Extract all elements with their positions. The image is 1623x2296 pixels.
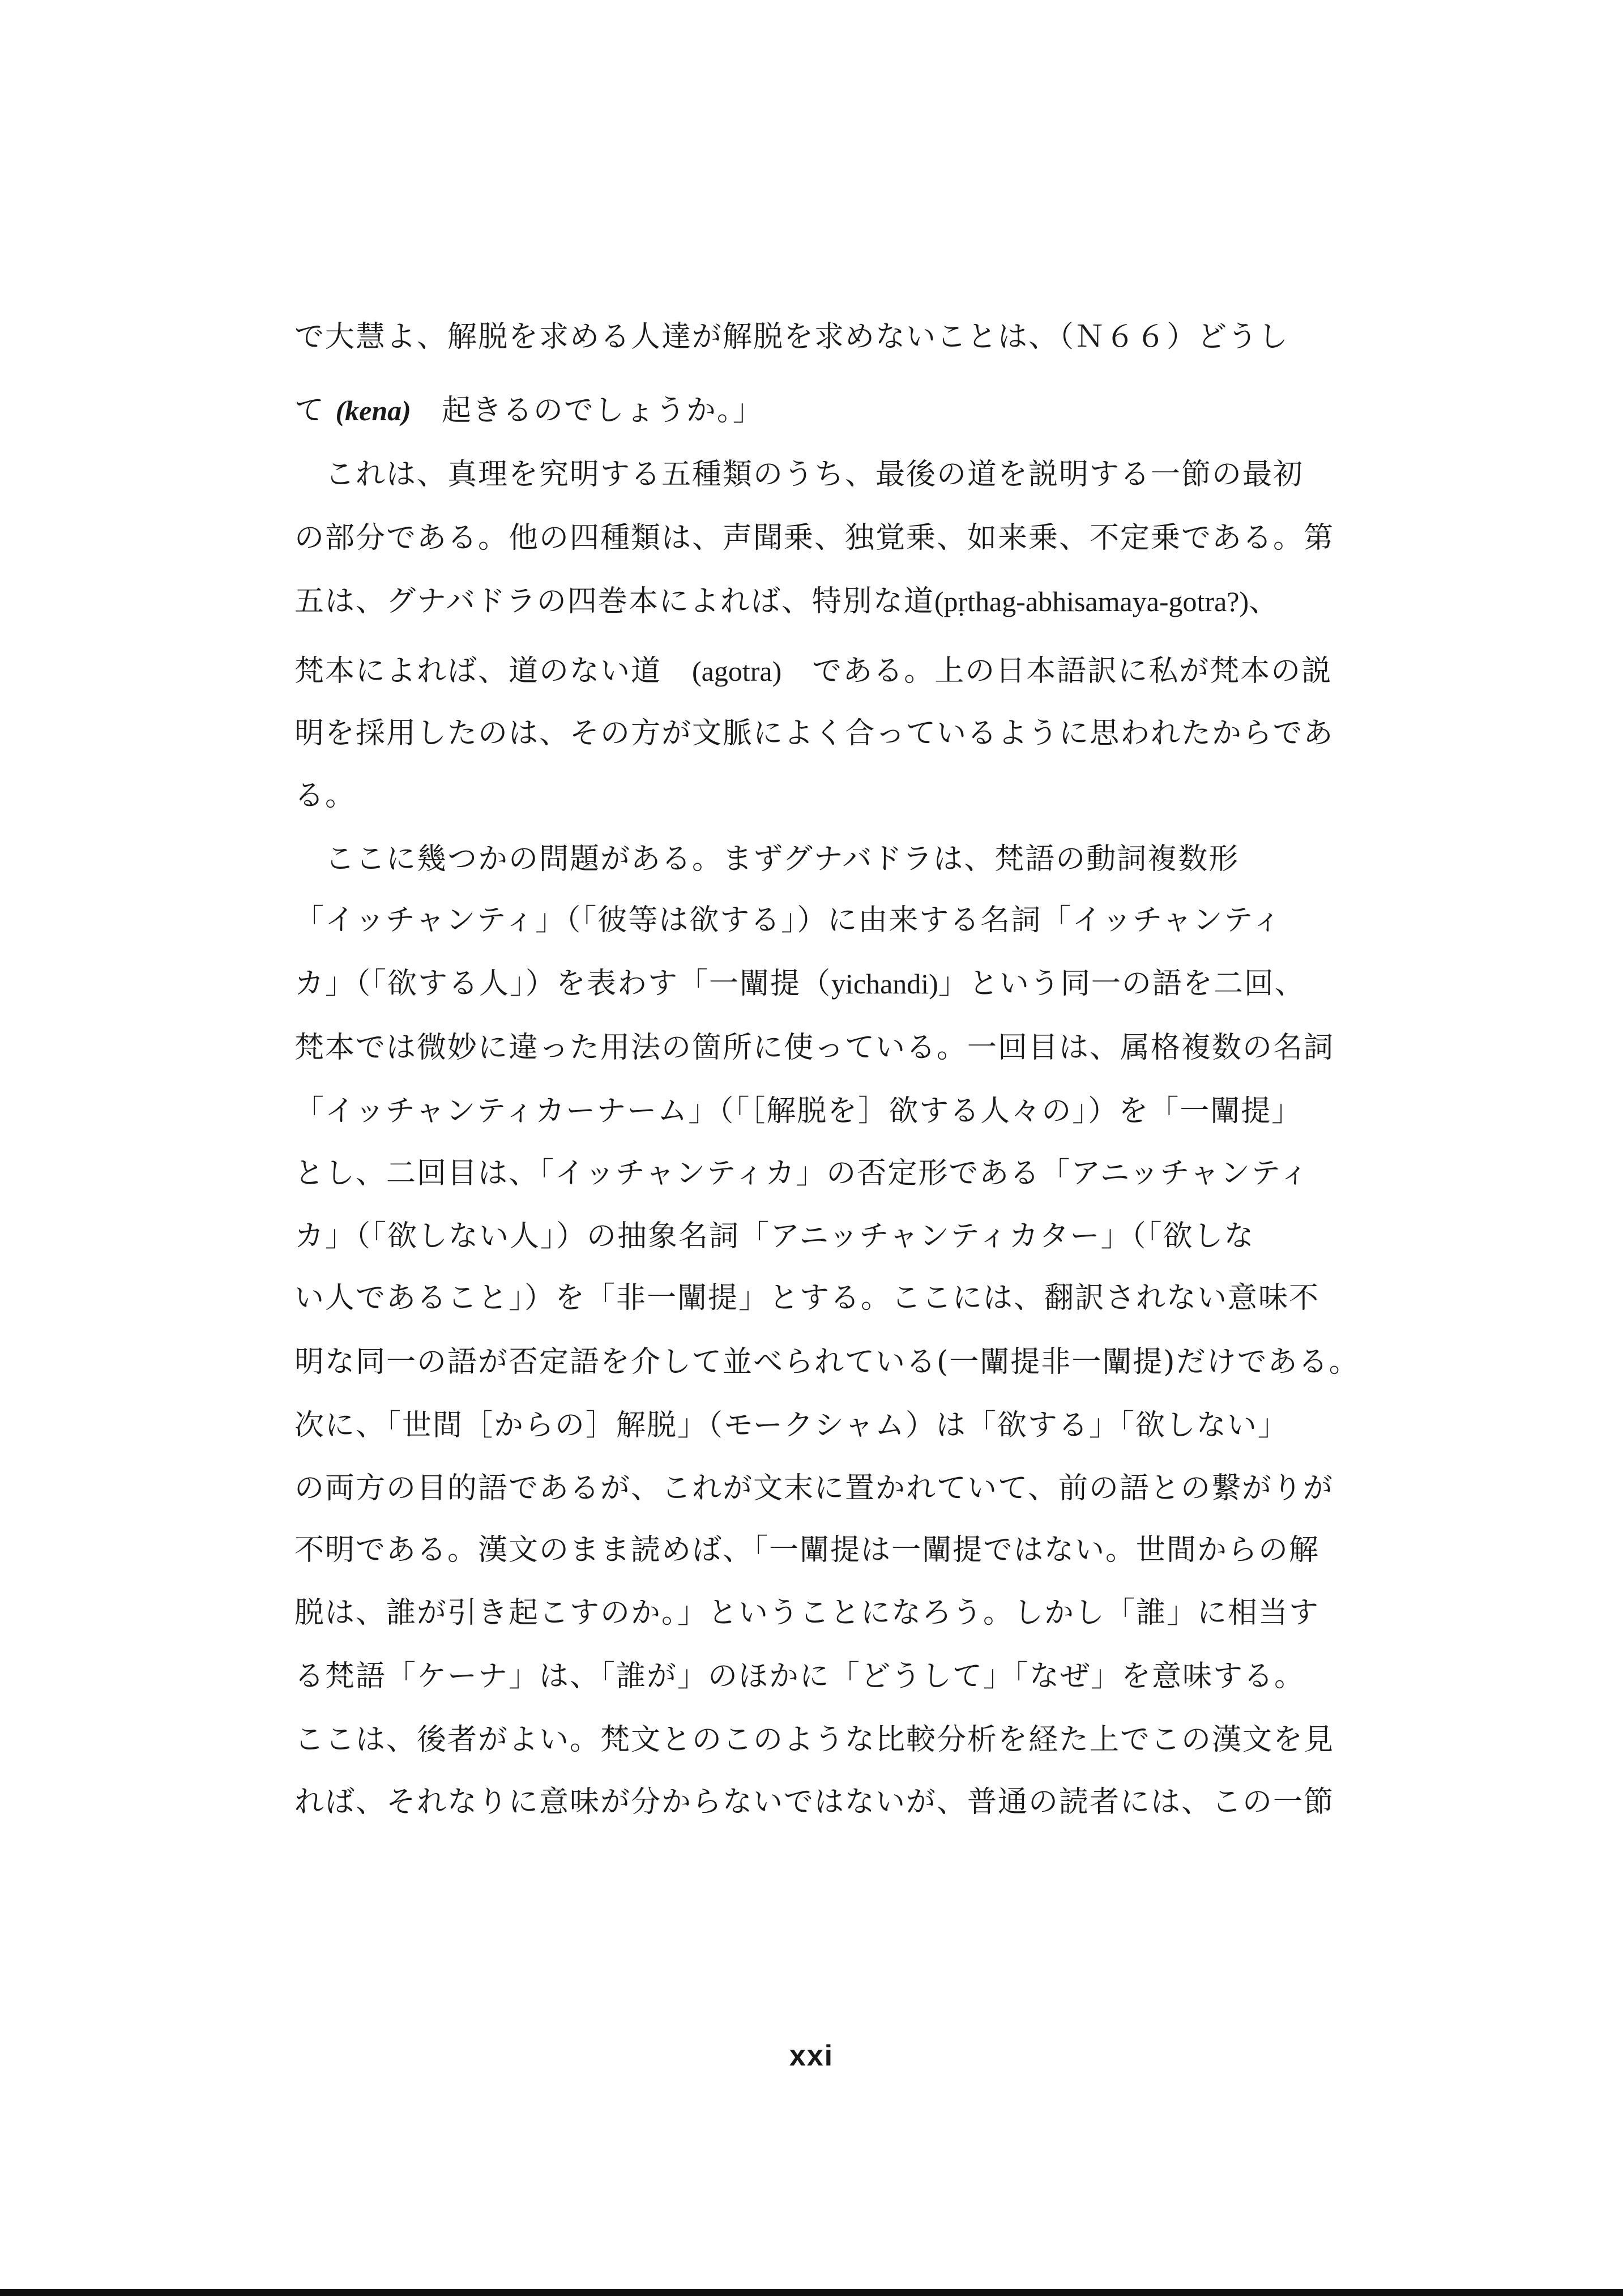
text-line [294, 1717, 1376, 1762]
text-line [294, 515, 1376, 561]
text-line [294, 1151, 1376, 1196]
bottom-rule [0, 2289, 1623, 2296]
text-line [294, 898, 1376, 943]
text-segment: の部分である。他の四種類は、声聞乗、独覚乗、如来乗、不定乗である。第 [294, 521, 1335, 555]
text-line [294, 648, 1376, 694]
text-segment: 梵本では微妙に違った用法の箇所に使っている。一回目は、属格複数の名詞 [294, 1031, 1335, 1065]
text-line [294, 1654, 1376, 1699]
text-segment: る梵語「ケーナ」は、「誰が」のほかに「どうして」「なぜ」を意味する。 [294, 1659, 1305, 1693]
text-line [294, 1590, 1376, 1636]
text-line [294, 1339, 1376, 1385]
text-segment: 脱は、誰が引き起こすのか。」ということになろう。しかし「誰」に相当す [294, 1596, 1320, 1630]
text-segment: 「イッチャンティカーナーム」（「［解脱を］欲する人々の」）を「一闡提」 [294, 1094, 1302, 1128]
text-segment: (agotra) [692, 655, 782, 687]
text-segment: 次に、「世間［からの］解脱」（モークシャム）は「欲する」「欲しない」 [294, 1409, 1288, 1443]
text-segment: 明を採用したのは、その方が文脈によく合っているように思われたからであ [294, 716, 1334, 750]
text-line [294, 1403, 1376, 1448]
text-segment: ここは、後者がよい。梵文とのこのような比較分析を経た上でこの漢文を見 [294, 1723, 1335, 1757]
text-segment: 明な同一の語が否定語を介して並べられている(一闡提非一闡提)だけである。 [294, 1345, 1360, 1379]
text-segment: い人であること」）を「非一闡提」とする。ここには、翻訳されない意味不 [294, 1281, 1320, 1315]
text-segment: 「イッチャンティ」（「彼等は欲する」）に由来する名詞「イッチャンティ [294, 903, 1283, 937]
text-line [294, 1089, 1376, 1134]
text-segment: 、 [1249, 584, 1280, 618]
text-segment: 五は、グナバドラの四巻本によれば、特別な道 [294, 584, 934, 618]
text-line [294, 773, 1376, 818]
text-line [294, 1527, 1376, 1573]
text-segment: る。 [294, 779, 356, 813]
text-line [294, 1214, 1376, 1259]
text-line [294, 579, 1376, 624]
text-line [294, 1466, 1376, 1511]
text-segment: 起きるのでしょうか。」 [411, 394, 763, 428]
text-segment: 不明である。漢文のまま読めば、「一闡提は一闡提ではない。世間からの解 [294, 1533, 1320, 1567]
text-line [294, 711, 1376, 756]
text-line [294, 1779, 1376, 1825]
text-segment: 」という同一の語を二回、 [938, 967, 1305, 1001]
page-number: xxi [789, 2039, 834, 2072]
text-line [294, 837, 1376, 882]
text-segment: yichandi) [831, 968, 938, 1000]
text-segment: である。上の日本語訳に私が梵本の説 [781, 654, 1332, 688]
text-line [294, 314, 1376, 360]
text-line [294, 388, 1376, 433]
text-segment: の両方の目的語であるが、これが文末に置かれていて、前の語との繋がりが [294, 1471, 1334, 1505]
text-segment: で大慧よ、解脱を求める人達が解脱を求めないことは、（Ｎ６６）どうし [294, 320, 1289, 354]
text-line [294, 1275, 1376, 1321]
text-line [294, 1025, 1376, 1070]
text-segment: て [294, 394, 336, 428]
text-segment: これは、真理を究明する五種類のうち、最後の道を説明する一節の最初 [294, 458, 1304, 492]
text-segment: れば、それなりに意味が分からないではないが、普通の読者には、この一節 [294, 1785, 1335, 1819]
text-segment: とし、二回目は、「イッチャンティカ」の否定形である「アニッチャンティ [294, 1156, 1310, 1190]
text-segment: (kena) [335, 395, 411, 426]
text-segment: カ」（「欲しない人」）の抽象名詞「アニッチャンティカター」（「欲しな [294, 1219, 1255, 1253]
text-segment: 梵本によれば、道のない道 [294, 654, 693, 688]
text-segment: (pṛthag-abhisamaya-gotra?) [934, 586, 1249, 617]
text-segment: ここに幾つかの問題がある。まずグナバドラは、梵語の動詞複数形 [294, 842, 1240, 876]
text-line [294, 452, 1376, 497]
text-line [294, 961, 1376, 1006]
text-segment: カ」（「欲する人」）を表わす「一闡提（ [294, 967, 832, 1001]
